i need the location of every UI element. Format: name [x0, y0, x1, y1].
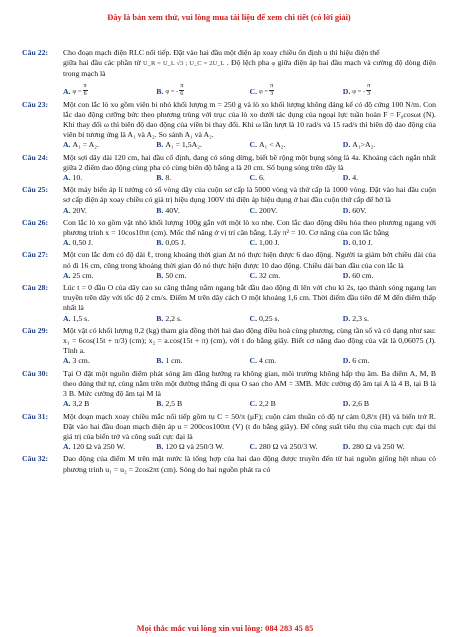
option-d[interactable]: D. 0,10 J. [342, 238, 373, 248]
question-number: Câu 30: [22, 368, 49, 378]
answer-options [63, 442, 436, 452]
question-text: Một máy biến áp lí tưởng có số vòng dây của cuộn sơ cấp là 5000 vòng và thứ cấp là 1000 vòng. Đặt vào hai đầu cuộn sơ cấp điện áp xoay chiều có giá trị hiệu dụng 100V thì điện áp hiệu dụng ở hai đầu cuộn thứ cấp để hở là [63, 185, 436, 205]
answer-options [63, 206, 436, 216]
fraction: $\frac{\pi}{3}$ [367, 82, 371, 97]
question-text: Lúc t = 0 đầu O của dây cao su căng thẳng nằm ngang bắt đầu dao động đi lên với chu kì 2s, tạo thành sóng ngang lan truyền trên dây với tốc độ 2 cm/s. Điểm M trên dây cách O một khoảng 1,6 cm. Thời điểm đầu tiên để M đến điểm thấp nhất là [63, 283, 436, 313]
option-c[interactable]: C. 200V. [249, 205, 278, 215]
option-a[interactable]: A. 10. [63, 173, 83, 183]
option-c[interactable]: C. 4 cm. [249, 356, 277, 366]
question-number: Câu 23: [22, 99, 49, 109]
answer-options [63, 271, 436, 281]
option-b[interactable]: B. 40V. [156, 205, 180, 215]
question-number: Câu 28: [22, 283, 49, 293]
question-26 [22, 218, 436, 249]
option-a[interactable]: A. 25 cm. [63, 270, 94, 280]
option-a[interactable]: A. 3,2 B [63, 399, 90, 409]
option-d[interactable]: D. 4. [342, 173, 359, 183]
option-b[interactable]: B. 2,5 B [156, 399, 183, 409]
question-32 [22, 454, 436, 474]
question-23 [22, 100, 436, 151]
option-c[interactable]: C. 6. [249, 173, 265, 183]
answer-options [63, 80, 436, 98]
question-text: . Độ lệch pha [226, 58, 270, 68]
option-c[interactable]: C. φ = $\frac{\pi}{3}$ [249, 82, 274, 97]
option-c[interactable]: C. 32 cm. [249, 270, 281, 280]
preview-banner: Đây là bản xem thử, vui lòng mua tài liệu để xem chi tiết (có lời giải) [107, 13, 351, 22]
question-22 [22, 48, 436, 98]
question-number: Câu 29: [22, 325, 49, 335]
option-d[interactable]: D. 280 Ω và 250 W. [342, 442, 405, 452]
answer-options [63, 238, 436, 248]
question-25 [22, 185, 436, 216]
option-a[interactable]: A. φ = $\frac{\pi}{6}$ [63, 82, 87, 97]
option-a[interactable]: A. A₁ = A₂. [63, 140, 99, 150]
question-number: Câu 27: [22, 250, 49, 260]
option-c[interactable]: C. A₁ < A₂. [249, 140, 286, 150]
phi-symbol: φ [271, 60, 276, 68]
option-d[interactable]: D. φ = - $\frac{\pi}{3}$ [342, 82, 371, 97]
option-c[interactable]: C. 280 Ω và 250/3 W. [249, 442, 318, 452]
question-text: Một vật có khối lượng 0,2 (kg) tham gia đồng thời hai dao động điều hoà cùng phương, cùng tần số và có dạng như sau: x₁ = 6cos(15t + π/3) (cm); x₂ = a.cos(15t + π) (cm), với t đo bằng giây. Biết cơ năng dao động của vật là 0,06075 (J). Tính a. [63, 325, 436, 356]
answer-options [63, 356, 436, 366]
question-text: Một đoạn mạch xoay chiều mắc nối tiếp gồm tụ C = 50/π (μF); cuộn cảm thuần có độ tự cảm 0,8/π (H) và biến trở R. Đặt vào hai đầu đoạn mạch điện áp u = 200cos100πt (V) (t đo bằng giây). Để công suất tiêu thụ của mạch cực đại thì giá trị của biến trở và công suất cực đại là [63, 411, 436, 441]
question-text: Con lắc lò xo gồm vật nhỏ khối lượng 100g gắn với một lò xo nhẹ. Con lắc dao động điều hòa theo phương ngang với phương trình x = 10cos10πt (cm). Mốc thế năng ở vị trí cân bằng. Lấy π² = 10. Cơ năng của con lắc bằng [63, 217, 436, 238]
question-number: Câu 22: [22, 48, 49, 57]
question-text: giữa hai đầu các phần tử [63, 58, 141, 68]
answer-options [63, 173, 436, 183]
option-b[interactable]: B. 50 cm. [156, 270, 187, 280]
option-d[interactable]: D. 60V. [342, 205, 367, 215]
question-27 [22, 250, 436, 281]
option-d[interactable]: D. 60 cm. [342, 270, 374, 280]
option-a[interactable]: A. 120 Ω và 250 W. [63, 442, 126, 452]
question-text: Cho đoạn mạch điện RLC nối tiếp. Đặt vào hai đầu một điện áp xoay chiều ổn định u thì hiệu điện thế [63, 48, 380, 57]
option-b[interactable]: B. 0,05 J. [156, 238, 186, 248]
option-b[interactable]: B. A₁ = 1,5A₂. [156, 140, 202, 150]
question-text: Dao động của điểm M trên mặt nước là tổng hợp của hai dao động được truyền đến từ hai nguồn giống hệt nhau có phương trình u₁ = u₂ = 2cos2πt (cm). Sóng do hai nguồn phát ra có [63, 454, 436, 474]
option-a[interactable]: A. 20V. [63, 205, 87, 215]
question-text: Một sợi dây dài 120 cm, hai đầu cố định, đang có sóng dừng, biết bề rộng một bụng sóng là 4a. Khoảng cách ngắn nhất giữa 2 điểm dao động cùng pha có cùng biên độ bằng a là 20 cm. Số bụng sóng trên dây là [63, 152, 436, 172]
question-28 [22, 283, 436, 324]
option-a[interactable]: A. 0,50 J. [63, 238, 94, 248]
answer-options [63, 140, 436, 150]
answer-options [63, 399, 436, 409]
option-d[interactable]: D. 6 cm. [342, 356, 370, 366]
option-b[interactable]: B. 120 Ω và 250/3 W. [156, 442, 224, 452]
option-c[interactable]: C. 2,2 B [249, 399, 276, 409]
question-number: Câu 32: [22, 454, 49, 464]
option-d[interactable]: D. A₁>A₂. [342, 140, 376, 150]
question-30 [22, 369, 436, 410]
question-text: Một con lắc lò xo gồm viên bi nhỏ khối lượng m = 250 g và lò xo khối lượng không đáng kể có độ cứng 100 N/m. Con lắc dao động cưỡng bức theo phương trùng với trục của lò xo dưới tác dụng của ngoại lực tuần hoàn F = F₀cosωt (N). Khi thay đổi ω thì biên độ dao động của viên bi thay đổi. Khi ω lần lượt là 10 rad/s và 15 rad/s thì biên độ dao động của viên bi tương ứng là A₁ và A₂. So sánh A₁ và A₂. [63, 99, 436, 140]
option-b[interactable]: B. 8. [156, 173, 172, 183]
option-a[interactable]: A. 3 cm. [63, 356, 90, 366]
question-body [63, 48, 436, 98]
fraction: $\frac{\pi}{6}$ [83, 82, 87, 97]
question-24 [22, 153, 436, 184]
question-text: Tại O đặt một nguồn điểm phát sóng âm đẳng hướng ra không gian, môi trường không hấp thụ âm. Ba điểm A, M, B theo đúng thứ tự, cùng nằm trên một đường thẳng đi qua O sao cho AM = 3MB. Mức cường độ âm tại A là 4 B, tại B là 3 B. Mức cường độ âm tại M là [63, 368, 436, 399]
option-b[interactable]: B. φ = - $\frac{\pi}{6}$ [156, 82, 184, 97]
question-31 [22, 412, 436, 453]
question-text: Một con lắc đơn có độ dài ℓ, trong khoảng thời gian Δt nó thực hiện được 6 dao động. Người ta giảm bớt chiều dài của nó đi 16 cm, cũng trong khoảng thời gian đó nó thực hiện được 10 dao động. Chiều dài ban đầu của con lắc là [63, 250, 436, 270]
question-number: Câu 24: [22, 152, 49, 162]
question-29 [22, 326, 436, 367]
answer-options [63, 314, 436, 324]
fraction: $\frac{\pi}{3}$ [270, 82, 274, 97]
option-d[interactable]: D. 2,3 s. [342, 313, 369, 323]
contact-footer: Mọi thắc mắc vui lòng xin vui lòng: 084 283 45 85 [136, 624, 314, 633]
question-number: Câu 31: [22, 411, 49, 421]
option-c[interactable]: C. 1,00 J. [249, 238, 280, 248]
question-number: Câu 26: [22, 217, 49, 227]
question-number: Câu 25: [22, 185, 49, 195]
option-c[interactable]: C. 0,25 s. [249, 313, 280, 323]
option-b[interactable]: B. 2,2 s. [156, 313, 182, 323]
option-b[interactable]: B. 1 cm. [156, 356, 183, 366]
option-a[interactable]: A. 1,5 s. [63, 313, 90, 323]
question-text: giữa điện áp hai đầu mạch và cường độ dòng điện trong mạch là [63, 58, 437, 79]
option-d[interactable]: D. 2,6 B [342, 399, 370, 409]
fraction: $\frac{\pi}{6}$ [180, 82, 184, 97]
voltage-formula: U_R = U_L √3 ; U_C = 2U_L [143, 60, 225, 68]
